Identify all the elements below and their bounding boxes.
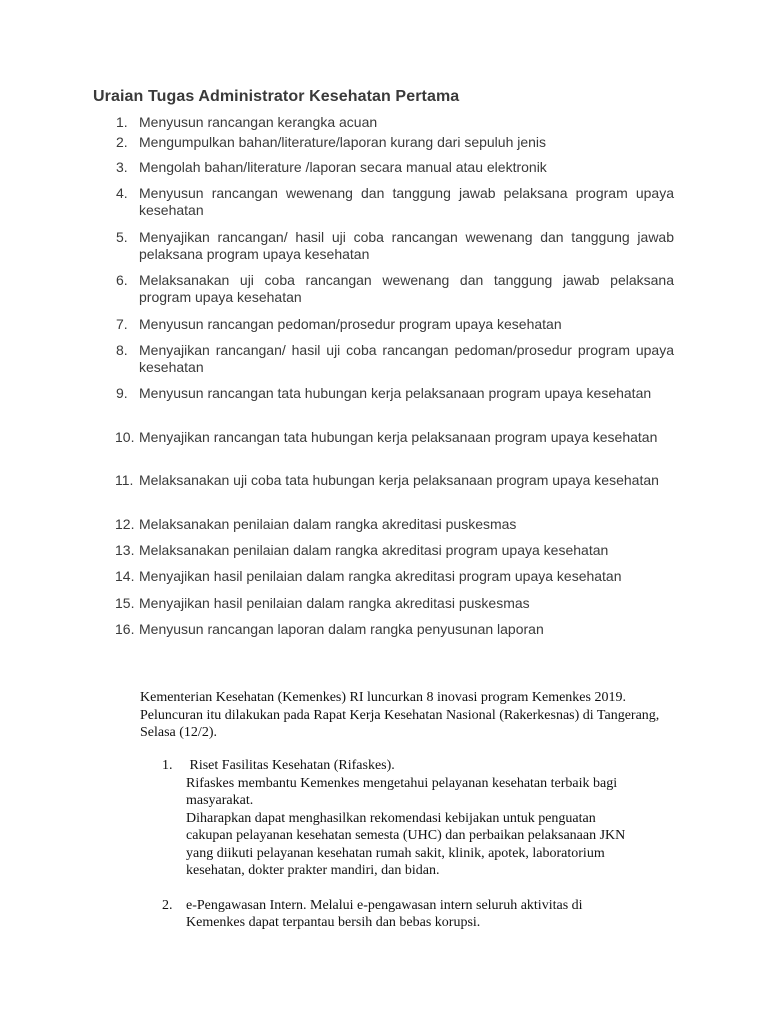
- innovation-list: [162, 757, 682, 932]
- list-item: [93, 472, 674, 489]
- list-item-number: 13.: [115, 542, 135, 558]
- document-title: Uraian Tugas Administrator Kesehatan Pertama: [93, 88, 460, 105]
- list-item-text: Menyajikan rancangan tata hubungan kerja pelaksanaan program upaya kesehatan: [139, 429, 658, 445]
- list-item-text: Menyajikan hasil penilaian dalam rangka akreditasi puskesmas: [139, 595, 530, 611]
- list-item-number: 9.: [116, 385, 128, 401]
- list-item-text: Menyusun rancangan wewenang dan tanggung jawab pelaksana program upaya kesehatan: [139, 185, 674, 218]
- list-item-number: 3.: [116, 159, 128, 175]
- list-item: [93, 516, 674, 533]
- innovation-text-line: e-Pengawasan Intern. Melalui e-pengawasan intern seluruh aktivitas di: [186, 897, 583, 913]
- list-item: [93, 429, 674, 446]
- list-item-number: 8.: [116, 342, 128, 358]
- list-item-text: Melaksanakan penilaian dalam rangka akreditasi puskesmas: [139, 516, 517, 532]
- list-item: [93, 342, 674, 376]
- list-item: [93, 595, 674, 612]
- list-item-text: Melaksanakan uji coba rancangan wewenang dan tanggung jawab pelaksana program upaya kesehatan: [139, 272, 674, 305]
- list-item: [162, 757, 682, 880]
- list-item-number: 1.: [116, 114, 128, 130]
- list-item-number: 10.: [115, 429, 135, 445]
- innovation-text-line: Diharapkan dapat menghasilkan rekomendasi kebijakan untuk penguatan: [186, 810, 596, 826]
- list-item-text: Melaksanakan uji coba tata hubungan kerja pelaksanaan program upaya kesehatan: [139, 472, 659, 488]
- list-item-text: Melaksanakan penilaian dalam rangka akreditasi program upaya kesehatan: [139, 542, 609, 558]
- list-item-text: Mengumpulkan bahan/literature/laporan kurang dari sepuluh jenis: [139, 134, 547, 150]
- innovation-text-line: Rifaskes membantu Kemenkes mengetahui pelayanan kesehatan terbaik bagi: [186, 775, 618, 791]
- list-item-number: 14.: [115, 568, 135, 584]
- innovation-text-line: Kemenkes dapat terpantau bersih dan bebas korupsi.: [186, 915, 481, 930]
- list-item: [93, 272, 674, 306]
- list-item-text: Menyajikan rancangan/ hasil uji coba rancangan pedoman/prosedur program upaya kesehatan: [139, 342, 674, 375]
- list-item: [93, 114, 674, 131]
- list-item: [93, 229, 674, 263]
- list-item-number: 2.: [116, 134, 128, 150]
- list-item-number: 7.: [116, 316, 128, 332]
- intro-paragraph: Kementerian Kesehatan (Kemenkes) RI luncurkan 8 inovasi program Kemenkes 2019. Peluncuran itu dilakukan pada Rapat Kerja Kesehatan Nasional (Rakerkesnas) di Tangerang, Selasa (12/2).: [140, 690, 660, 740]
- list-item-number: 12.: [115, 516, 135, 532]
- innovation-text-line: cakupan pelayanan kesehatan semesta (UHC) dan perbaikan pelaksanaan JKN: [186, 828, 626, 843]
- list-item: [93, 134, 674, 151]
- innovation-text-line: yang diikuti pelayanan kesehatan rumah sakit, klinik, apotek, laboratorium: [186, 845, 605, 861]
- list-item-number: 4.: [116, 185, 128, 201]
- list-item-text: Menyusun rancangan laporan dalam rangka penyusunan laporan: [139, 621, 544, 637]
- innovation-text-line: masyarakat.: [186, 793, 254, 808]
- list-item: [162, 897, 682, 932]
- list-item: [93, 568, 674, 585]
- list-item-text: Mengolah bahan/literature /laporan secara manual atau elektronik: [139, 159, 547, 175]
- innovation-text-line: kesehatan, dokter prakter mandiri, dan bidan.: [186, 863, 440, 878]
- list-item-text: Menyajikan rancangan/ hasil uji coba rancangan wewenang dan tanggung jawab pelaksana program upaya kesehatan: [139, 229, 674, 262]
- list-item: [93, 159, 674, 176]
- innovation-heading: Riset Fasilitas Kesehatan (Rifaskes).: [186, 758, 395, 773]
- list-item-number: 16.: [115, 621, 135, 637]
- list-item-number: 6.: [116, 272, 128, 288]
- list-item: [93, 542, 674, 559]
- list-item-number: 5.: [116, 229, 128, 245]
- list-item-number: 15.: [115, 595, 135, 611]
- list-item: [93, 621, 674, 638]
- list-item-number: 11.: [115, 472, 134, 488]
- list-item: [93, 316, 674, 333]
- list-item-text: Menyusun rancangan kerangka acuan: [139, 114, 378, 130]
- list-item-number: 1.: [162, 758, 173, 773]
- list-item-text: Menyusun rancangan pedoman/prosedur program upaya kesehatan: [139, 316, 562, 332]
- list-item: [93, 385, 674, 402]
- list-item: [93, 185, 674, 219]
- list-item-text: Menyajikan hasil penilaian dalam rangka akreditasi program upaya kesehatan: [139, 568, 622, 584]
- list-item-number: 2.: [162, 897, 173, 913]
- list-item-text: Menyusun rancangan tata hubungan kerja pelaksanaan program upaya kesehatan: [139, 385, 652, 401]
